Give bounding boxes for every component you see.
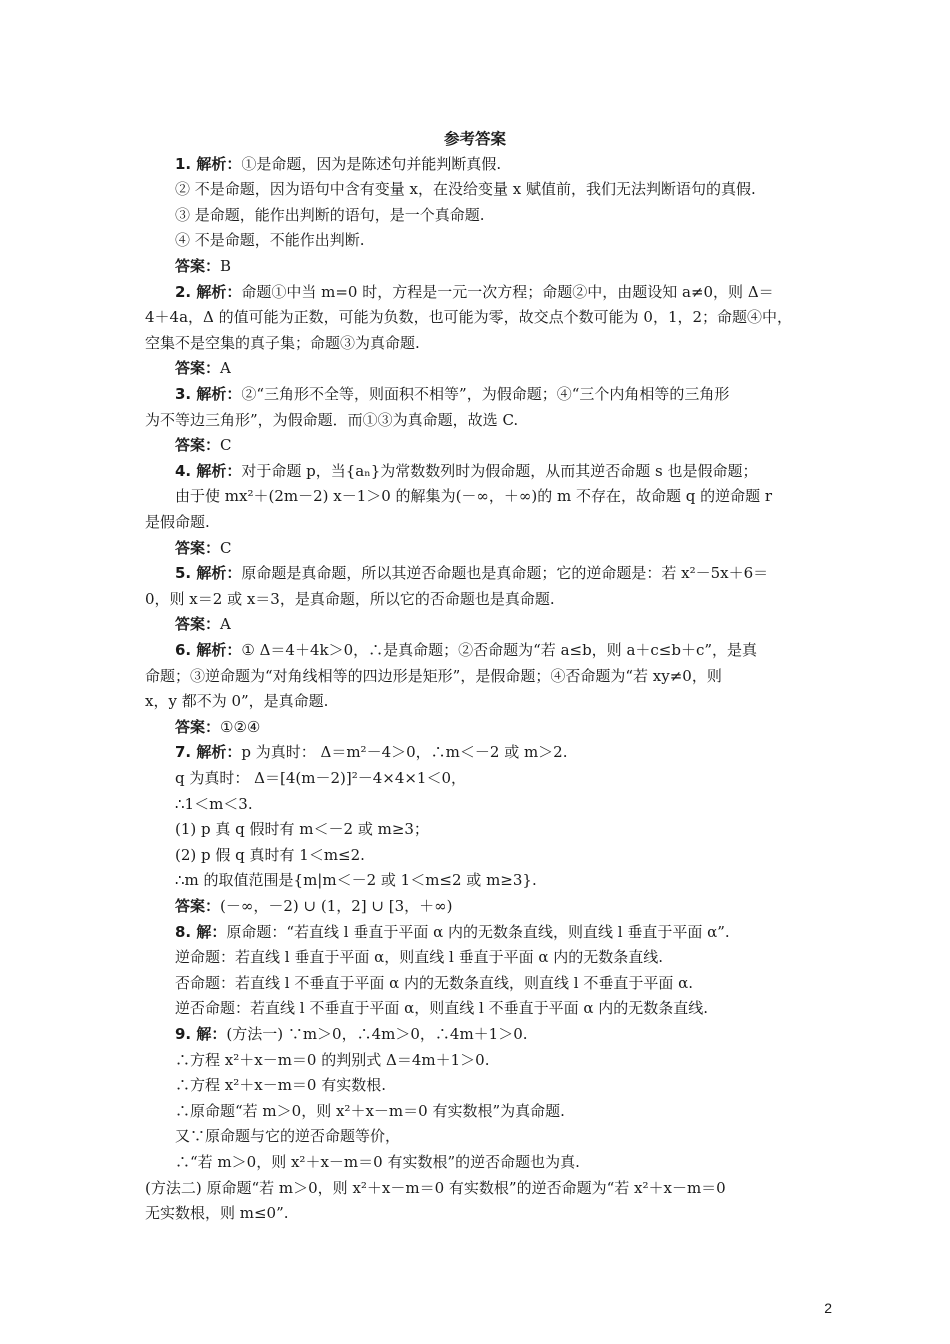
line-text: ②“三角形不全等，则面积不相等”，为假命题；④“三个内角相等的三角形 [241,385,730,403]
line-text: 无实数根，则 m≤0”. [145,1204,289,1222]
text-line [175,638,757,662]
line-text: 命题；③逆命题为“对角线相等的四边形是矩形”，是假命题；④否命题为“若 xy≠0，则 [145,667,722,685]
line-label: 答案： [175,436,221,454]
text-line [145,331,420,355]
text-line [145,1201,289,1225]
text-line [175,254,231,278]
line-text: C [220,539,232,557]
line-text: 命题①中当 m=0 时，方程是一元一次方程；命题②中，由题设知 a≠0，则 Δ＝ [241,283,774,301]
line-text: 原命题：“若直线 l 垂直于平面 α 内的无数条直线，则直线 l 垂直于平面 α”. [226,923,730,941]
text-line [175,894,453,918]
page-title: 参考答案 [443,130,506,148]
text-line [175,459,758,483]
line-label: 答案： [175,257,221,275]
line-text: ①②④ [220,718,261,736]
line-label: 4. 解析： [175,462,242,480]
line-text: ∴“若 m＞0，则 x²＋x－m＝0 有实数根”的逆否命题也为真. [175,1153,580,1171]
line-label: 9. 解： [175,1025,227,1043]
line-text: B [220,257,232,275]
line-text: ∴1＜m＜3. [175,795,253,813]
line-text: ∴方程 x²＋x－m＝0 有实数根. [175,1076,387,1094]
line-text: 是假命题. [145,513,210,531]
text-line [175,792,253,816]
text-line [175,612,231,636]
line-text: 原命题是真命题，所以其逆否命题也是真命题；它的逆命题是：若 x²－5x＋6＝ [241,564,769,582]
line-text: 又∵原命题与它的逆否命题等价， [175,1127,401,1145]
text-line [175,1073,386,1097]
line-label: 答案： [175,539,221,557]
text-line [175,817,429,841]
line-text: 逆否命题：若直线 l 不垂直于平面 α，则直线 l 不垂直于平面 α 内的无数条直线. [175,999,709,1017]
text-line [175,1022,528,1046]
line-text: ③ 是命题，能作出判断的语句，是一个真命题. [175,206,485,224]
line-text: ① Δ＝4＋4k＞0，∴是真命题；②否命题为“若 a≤b，则 a＋c≤b＋c”，是真 [241,641,758,659]
line-label: 7. 解析： [175,743,242,761]
line-text: (方法二) 原命题“若 m＞0，则 x²＋x－m＝0 有实数根”的逆否命题为“若 x²＋x－m＝0 [145,1179,726,1197]
line-text: ①是命题，因为是陈述句并能判断真假. [241,155,502,173]
text-line [175,280,774,304]
text-line [175,228,365,252]
text-line [175,177,756,201]
line-label: 6. 解析： [175,641,242,659]
line-text: ② 不是命题，因为语句中含有变量 x，在没给变量 x 赋值前，我们无法判断语句的真假. [175,180,756,198]
text-line [145,587,555,611]
text-line [145,689,328,713]
line-text: 空集不是空集的真子集；命题③为真命题. [145,334,420,352]
text-line [175,920,730,944]
line-text: ∴原命题“若 m＞0，则 x²＋x－m＝0 有实数根”为真命题. [175,1102,565,1120]
line-text: ∴方程 x²＋x－m＝0 的判别式 Δ＝4m＋1＞0. [175,1051,490,1069]
text-line [175,843,365,867]
page-number: 2 [824,1300,832,1316]
line-text: A [220,615,231,633]
text-line [145,305,792,329]
line-text: 由于使 mx²＋(2m－2) x－1＞0 的解集为(－∞，＋∞)的 m 不存在，故命题 q 的逆命题 r [175,487,773,505]
line-label: 答案： [175,615,221,633]
text-line [175,1099,565,1123]
line-label: 答案： [175,359,221,377]
text-line [145,1176,726,1200]
line-text: 4＋4a，Δ 的值可能为正数，可能为负数，也可能为零，故交点个数可能为 0，1，2；命题④中， [145,308,793,326]
line-text: A [220,359,231,377]
text-line [175,1048,489,1072]
line-label: 8. 解： [175,923,227,941]
line-label: 5. 解析： [175,564,242,582]
line-text: (2) p 假 q 真时有 1＜m≤2. [175,846,365,864]
text-line [175,382,729,406]
line-text: ∴m 的取值范围是{m|m＜－2 或 1＜m≤2 或 m≥3}. [175,871,537,889]
text-line [145,664,722,688]
line-text: q 为真时： Δ＝[4(m－2)]²－4×4×1＜0， [175,769,467,787]
text-line [175,152,501,176]
line-text: 0，则 x＝2 或 x＝3，是真命题，所以它的否命题也是真命题. [145,590,555,608]
line-text: 为不等边三角形”，为假命题．而①③为真命题，故选 C. [145,411,519,429]
line-label: 答案： [175,718,221,736]
text-line [145,408,518,432]
line-label: 答案： [175,897,221,915]
line-text: p 为真时： Δ＝m²－4＞0，∴m＜－2 或 m＞2. [241,743,568,761]
text-line [175,433,232,457]
text-line [175,766,466,790]
text-line [175,996,708,1020]
text-line [175,1150,580,1174]
line-text: 对于命题 p，当{aₙ}为常数数列时为假命题，从而其逆否命题 s 也是假命题； [241,462,758,480]
line-text: x，y 都不为 0”，是真命题. [145,692,329,710]
text-line [145,510,210,534]
text-line [175,971,693,995]
line-text: (方法一) ∵m＞0，∴4m＞0，∴4m＋1＞0. [226,1025,528,1043]
text-line [175,868,537,892]
text-line [175,536,232,560]
text-line [175,561,768,585]
line-text: (－∞，－2) ∪ (1，2] ∪ [3，＋∞) [220,897,453,915]
line-text: 逆命题：若直线 l 垂直于平面 α，则直线 l 垂直于平面 α 内的无数条直线. [175,948,664,966]
text-line [175,203,485,227]
text-line [175,484,772,508]
text-line [175,1124,400,1148]
line-text: C [220,436,232,454]
text-line [175,715,260,739]
line-text: 否命题：若直线 l 不垂直于平面 α 内的无数条直线，则直线 l 不垂直于平面 α. [175,974,694,992]
line-text: (1) p 真 q 假时有 m＜－2 或 m≥3； [175,820,429,838]
line-label: 3. 解析： [175,385,242,403]
line-label: 1. 解析： [175,155,242,173]
text-line [175,945,663,969]
text-line [175,740,568,764]
line-label: 2. 解析： [175,283,242,301]
text-line [175,356,231,380]
line-text: ④ 不是命题，不能作出判断. [175,231,365,249]
